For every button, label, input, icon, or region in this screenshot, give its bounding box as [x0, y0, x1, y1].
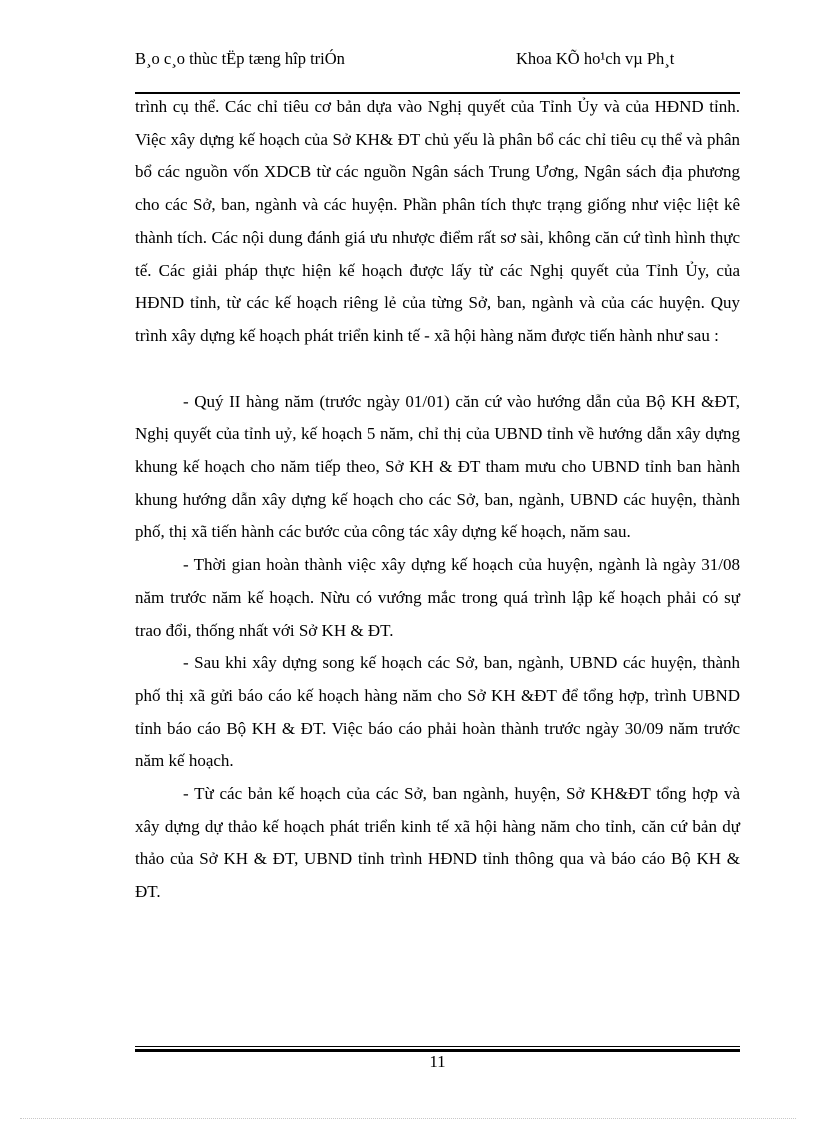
page-bottom-dotted-line — [20, 1118, 796, 1119]
paragraph-gap — [135, 353, 740, 386]
document-body — [135, 91, 740, 909]
page-header — [135, 49, 740, 93]
paragraph-step-4: - Từ các bản kế hoạch của các Sở, ban ngành, huyện, Sở KH&ĐT tổng hợp và xây dựng dự thảo kế hoạch phát triển kinh tế xã hội hàng năm cho tỉnh, căn cứ bản dự thảo của Sở KH & ĐT, UBND tỉnh trình HĐND tỉnh thông qua và báo cáo Bộ KH & ĐT. — [135, 784, 740, 902]
paragraph-intro: trình cụ thể. Các chỉ tiêu cơ bản dựa vào Nghị quyết của Tỉnh Ủy và của HĐND tỉnh. Việc xây dựng kế hoạch của Sở KH& ĐT chủ yếu là phân bổ các chỉ tiêu cụ thể và phân bổ các nguồn vốn XDCB từ các nguồn Ngân sách Trung Ương, Ngân sách địa phương cho các Sở, ban, ngành và các huyện. Phần phân tích thực trạng giống như việc liệt kê thành tích. Các nội dung đánh giá ưu nhược điểm rất sơ sài, không căn cứ tình hình thực tế. Các giải pháp thực hiện kế hoạch được lấy từ các Nghị quyết của Tỉnh Ủy, của HĐND tỉnh, từ các kế hoạch riêng lẻ của từng Sở, ban, ngành và của các huyện. Quy trình xây dựng kế hoạch phát triển kinh tế - xã hội hàng năm được tiến hành như sau : — [135, 97, 740, 345]
footer-divider-thin — [135, 1046, 740, 1047]
paragraph-step-3: - Sau khi xây dựng song kế hoạch các Sở, ban, ngành, UBND các huyện, thành phố thị xã gửi báo cáo kế hoạch hàng năm cho Sở KH &ĐT để tổng hợp, trình UBND tỉnh báo cáo Bộ KH & ĐT. Việc báo cáo phải hoàn thành trước ngày 30/09 năm trước năm kế hoạch. — [135, 653, 740, 771]
paragraph-step-2: - Thời gian hoàn thành việc xây dựng kế hoạch của huyện, ngành là ngày 31/08 năm trước năm kế hoạch. Nừu có vướng mắc trong quá trình lập kế hoạch phải có sự trao đổi, thống nhất với Sở KH & ĐT. — [135, 555, 740, 640]
page-number: 11 — [429, 1052, 446, 1071]
header-report-title: B¸o c¸o thùc tËp tæng hîp triÓn — [135, 49, 345, 68]
header-faculty-name: Khoa KÕ ho¹ch vµ Ph¸t — [516, 49, 675, 68]
paragraph-step-1: - Quý II hàng năm (trước ngày 01/01) căn cứ vào hướng dẫn của Bộ KH &ĐT, Nghị quyết của tỉnh uỷ, kế hoạch 5 năm, chỉ thị của UBND tỉnh về hướng dẫn xây dựng khung kế hoạch cho năm tiếp theo, Sở KH & ĐT tham mưu cho UBND tỉnh ban hành khung hướng dẫn xây dựng kế hoạch cho các Sở, ban, ngành, UBND các huyện, thành phố, thị xã tiến hành các bước của công tác xây dựng kế hoạch, năm sau. — [135, 391, 740, 542]
